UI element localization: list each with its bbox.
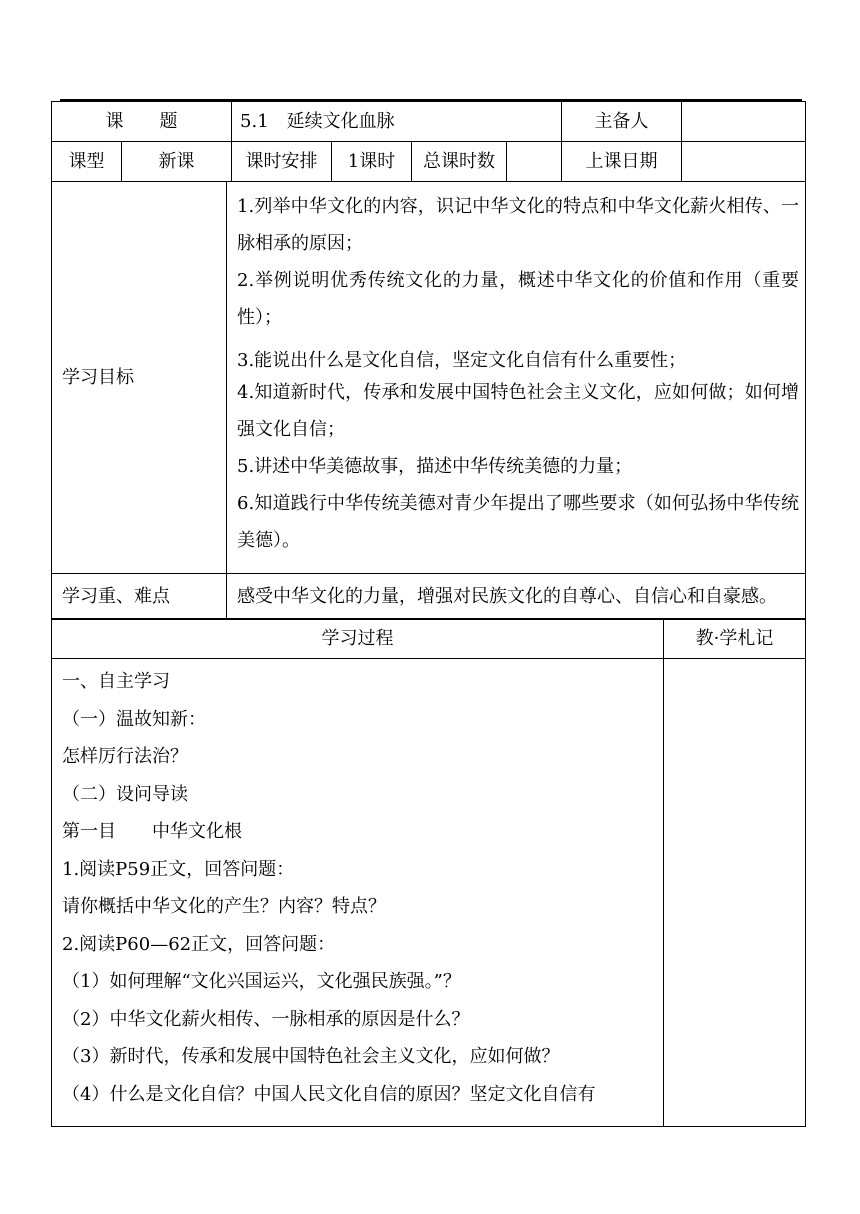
objectives-content xyxy=(227,182,806,574)
process-line: （4）什么是文化自信？中国人民文化自信的原因？坚定文化自信有 xyxy=(62,1083,596,1105)
process-header: 学习过程 xyxy=(52,619,664,659)
total-label: 总课时数 xyxy=(412,142,507,182)
total-value xyxy=(507,142,562,182)
objective-item: 1.列举中华文化的内容，识记中华文化的特点和中华文化薪火相传、一脉相承的原因； xyxy=(237,196,800,254)
objective-item: 5.讲述中华美德故事，描述中华传统美德的力量； xyxy=(237,456,633,477)
preparer-label: 主备人 xyxy=(562,102,682,142)
objective-item: 3.能说出什么是文化自信，坚定文化自信有什么重要性； xyxy=(237,350,687,371)
date-label: 上课日期 xyxy=(562,142,682,182)
objective-item: 4.知道新时代，传承和发展中国特色社会主义文化，应如何做；如何增强文化自信； xyxy=(237,382,800,440)
process-line: 第一目 中华文化根 xyxy=(62,821,242,842)
process-line: 一、自主学习 xyxy=(62,671,170,692)
keypoints-text: 感受中华文化的力量，增强对民族文化的自尊心、自信心和自豪感。 xyxy=(227,574,806,620)
process-line: （3）新时代，传承和发展中国特色社会主义文化，应如何做？ xyxy=(62,1046,560,1067)
title-label: 课 题 xyxy=(52,102,232,142)
process-line: （2）中华文化薪火相传、一脉相承的原因是什么？ xyxy=(62,1008,470,1030)
process-line: （二）设问导读 xyxy=(62,783,188,805)
title-value: 5.1 延续文化血脉 xyxy=(232,102,562,142)
process-line: 2.阅读P60—62正文，回答问题： xyxy=(62,933,336,955)
objectives-label: 学习目标 xyxy=(52,182,227,574)
process-line: （1）如何理解“文化兴国运兴，文化强民族强。”？ xyxy=(62,971,461,992)
type-value: 新课 xyxy=(122,142,232,182)
type-label: 课型 xyxy=(52,142,122,182)
objective-item: 6.知道践行中华传统美德对青少年提出了哪些要求（如何弘扬中华传统美德）。 xyxy=(237,493,800,551)
process-line: 1.阅读P59正文，回答问题： xyxy=(62,858,295,880)
process-line: 怎样厉行法治？ xyxy=(62,746,188,767)
lesson-info-table xyxy=(51,101,806,620)
process-line: 请你概括中华文化的产生？内容？特点？ xyxy=(62,896,386,917)
keypoints-label: 学习重、难点 xyxy=(52,574,227,620)
process-content xyxy=(52,659,664,1127)
objective-item: 2.举例说明优秀传统文化的力量，概述中华文化的价值和作用（重要性）； xyxy=(237,270,800,328)
preparer-value xyxy=(682,102,806,142)
learning-process-table xyxy=(51,618,806,1127)
schedule-value: 1课时 xyxy=(332,142,412,182)
notes-column xyxy=(664,659,806,1127)
schedule-label: 课时安排 xyxy=(232,142,332,182)
notes-header: 教·学札记 xyxy=(664,619,806,659)
process-line: （一）温故知新： xyxy=(62,708,206,730)
date-value xyxy=(682,142,806,182)
